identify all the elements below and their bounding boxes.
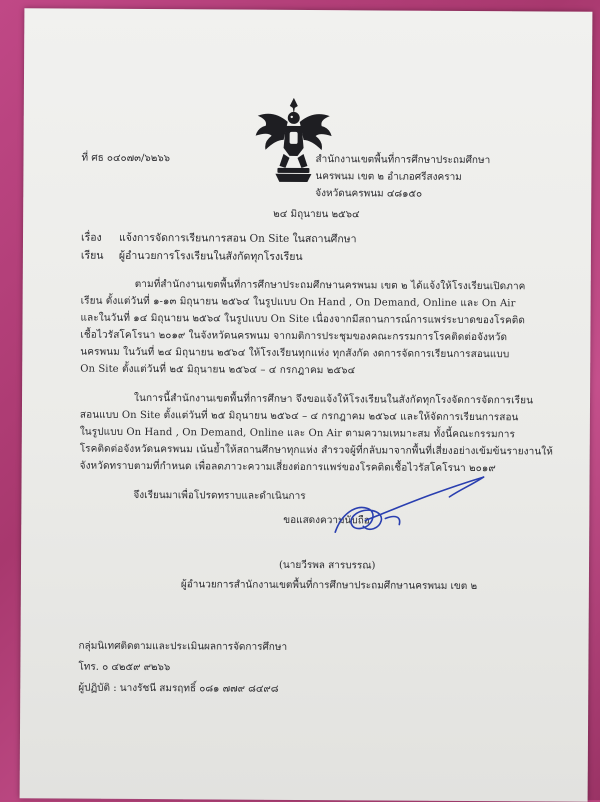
para2-line-5: จังหวัดทราบตามที่กำหนด เพื่อลดภาวะความเสี่ยงต่อการแพร่ของโรคติดเชื้อไวรัสโคโรนา ๒๐๑๙ (79, 460, 496, 475)
signer-name: (นายวีรพล สารบรรณ) (278, 559, 376, 572)
para1-line-4: เชื้อไวรัสโคโรนา ๒๐๑๙ ในจังหวัดนครพนม จากมติการประชุมของคณะกรรมการโรคติดต่อจังหวัด (80, 329, 508, 344)
para1-line-5: นครพนม ในวันที่ ๒๔ มิถุนายน ๒๕๖๔ ให้โรงเรียนทุกแห่ง ทุกสังกัด งดการจัดการเรียนการสอนแบบ (80, 346, 510, 361)
para1-line-1: ตามที่สำนักงานเขตพื้นที่การศึกษาประถมศึกษานครพนม เขต ๒ ได้แจ้งให้โรงเรียนเปิดภาค (134, 278, 526, 293)
footer-phone: โทร. ๐ ๔๒๕๙ ๙๒๖๖ (78, 661, 171, 674)
recipient-label: เรียน (80, 249, 104, 262)
office-line-2: นครพนม เขต ๒ อำเภอศรีสงคราม (315, 171, 462, 183)
para2-line-4: โรคติดต่อจังหวัดนครพนม เน้นย้ำให้สถานศึกษาทุกแห่ง สำรวจผู้ที่กลับมาจากพื้นที่เสี่ยงอย่างเข้มข้นรายงานให้ (79, 443, 554, 458)
office-line-1: สำนักงานเขตพื้นที่การศึกษาประถมศึกษา (315, 154, 491, 167)
para2-line-2: สอนแบบ On Site ตั้งแต่วันที่ ๒๕ มิถุนายน ๒๕๖๔ – ๔ กรกฎาคม ๒๕๖๔ และให้จัดการเรียนการสอน (79, 409, 519, 424)
letter-page (20, 8, 593, 801)
para2-line-1: ในการนี้สำนักงานเขตพื้นที่การศึกษา จึงขอแจ้งให้โรงเรียนในสังกัดทุกโรงจัดการจัดการเรียน (134, 392, 534, 407)
handwritten-signature (321, 470, 491, 541)
signer-title: ผู้อำนวยการสำนักงานเขตพื้นที่การศึกษาประถมศึกษานครพนม เขต ๒ (180, 579, 478, 593)
para2-line-3: ในรูปแบบ On Hand , On Demand, Online และ On Air ตามความเหมาะสม ทั้งนี้คณะกรรมการ (79, 426, 516, 441)
subject-text: แจ้งการจัดการเรียนการสอน On Site ในสถานศึกษา (118, 231, 357, 246)
para1-line-6: On Site ตั้งแต่วันที่ ๒๕ มิถุนายน ๒๕๖๔ – ๔ กรกฎาคม ๒๕๖๔ (80, 363, 356, 377)
letter-date: ๒๔ มิถุนายน ๒๕๖๔ (273, 208, 360, 221)
subject-label: เรื่อง (80, 231, 102, 244)
footer-unit: กลุ่มนิเทศติดตามและประเมินผลการจัดการศึกษา (78, 640, 288, 653)
document-number: ที่ ศธ ๐๔๐๗๓/๖๒๖๖ (81, 152, 171, 165)
para1-line-2: เรียน ตั้งแต่วันที่ ๑-๑๓ มิถุนายน ๒๕๖๔ ในรูปแบบ On Hand , On Demand, Online และ On Air (80, 295, 516, 310)
footer-officer: ผู้ปฏิบัติ : นางรัชนี สมรฤทธิ์ ๐๘๑ ๗๗๙ ๘๔๙๘ (78, 682, 279, 695)
closing-request: จึงเรียนมาเพื่อโปรดทราบและดำเนินการ (133, 489, 306, 502)
office-line-3: จังหวัดนครพนม ๔๘๑๕๐ (315, 188, 423, 200)
closing-regards: ขอแสดงความนับถือ (283, 514, 370, 527)
recipient-text: ผู้อำนวยการโรงเรียนในสังกัดทุกโรงเรียน (118, 249, 303, 263)
para1-line-3: และในวันที่ ๑๔ มิถุนายน ๒๕๖๔ ในรูปแบบ On Site เนื่องจากมีสถานการณ์การแพร่ระบาดของโรคติด (80, 312, 525, 327)
